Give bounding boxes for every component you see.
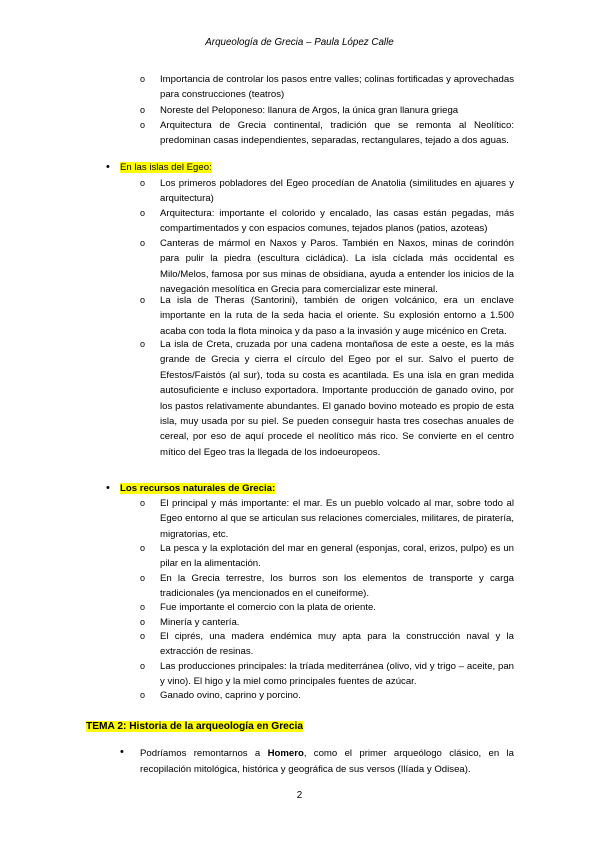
list-item [140, 118, 514, 149]
disc-bullet-icon: • [106, 482, 110, 494]
list-item [140, 293, 514, 339]
page-header: Arqueología de Grecia – Paula López Calle [205, 37, 394, 48]
list-item-text: El ciprés, una madera endémica muy apta para la construcción naval y la extracción de resinas. [160, 631, 514, 658]
list-item-text: Los primeros pobladores del Egeo procedían de Anatolia (similitudes en ajuares y arquitectura) [160, 178, 514, 205]
circle-bullet-icon: o [140, 573, 146, 583]
list-item [140, 571, 514, 602]
list-item [140, 541, 514, 572]
circle-bullet-icon: o [140, 602, 146, 612]
paragraph-bold-name: Homero [267, 748, 304, 759]
disc-bullet-icon: • [120, 746, 124, 758]
chapter-title: TEMA 2: Historia de la arqueología en Grecia [86, 721, 304, 732]
paragraph-text-end: , como el primer arqueólogo clásico, en la recopilación mitológica, histórica y geográfica de sus versos (Ilíada y Odisea). [140, 748, 514, 775]
list-item-text: Ganado ovino, caprino y porcino. [160, 690, 301, 701]
section-heading-recursos [106, 482, 276, 496]
circle-bullet-icon: o [140, 208, 146, 218]
list-item-text: Minería y cantería. [160, 617, 240, 628]
chapter-heading [86, 721, 303, 732]
list-item-text: Importancia de controlar los pasos entre valles; colinas fortificadas y aprovechadas para construcciones (teatros) [160, 74, 514, 101]
list-item-text: La isla de Creta, cruzada por una cadena montañosa de este a oeste, es la más grande de Grecia y cierra el círculo del Egeo por el sur. Salvo el puerto de Efestos/Faistós (al sur), toda su costa es acantilada. Es una isla en gran medida autosuficiente e incluso exportadora. Importante producción de ganado ovino, por los pastos relativamente abundantes. El ganado bovino moteado es propio de esta isla, muy usada por su piel. Se pueden conseguir hasta tres cosechas anuales de cereal, por eso de aquí procede el neolítico más rico. Se convierte en el centro mítico del Egeo tras la llegada de los indoeuropeos. [160, 339, 514, 458]
circle-bullet-icon: o [140, 498, 146, 508]
circle-bullet-icon: o [140, 120, 146, 130]
list-item-text: El principal y más importante: el mar. Es un pueblo volcado al mar, sobre todo al Egeo entorno al que se articulan sus relaciones comerciales, militares, de piratería, migratorias, etc. [160, 498, 514, 540]
section-title: Los recursos naturales de Grecia: [120, 483, 276, 494]
list-item [140, 206, 514, 237]
list-item-text: Arquitectura de Grecia continental, tradición que se remonta al Neolítico: predominan casas independientes, separadas, rectangulares, tejado a dos aguas. [160, 120, 514, 147]
circle-bullet-icon: o [140, 339, 146, 349]
intro-paragraph [120, 746, 514, 778]
list-item [140, 337, 514, 460]
circle-bullet-icon: o [140, 690, 146, 700]
circle-bullet-icon: o [140, 631, 146, 641]
circle-bullet-icon: o [140, 543, 146, 553]
circle-bullet-icon: o [140, 617, 146, 627]
circle-bullet-icon: o [140, 178, 146, 188]
paragraph-text-start: Podríamos remontarnos a [140, 748, 268, 759]
list-item-text: La isla de Theras (Santorini), también de origen volcánico, era un enclave importante en la ruta de la seda hacia el oriente. Su explosión entorno a 1.500 acaba con toda la flota minoica y da paso a la invasión y auge micénico en Creta. [160, 295, 514, 337]
list-item [140, 629, 514, 660]
list-item [140, 176, 514, 207]
list-item [140, 236, 514, 298]
section-heading-islas [106, 161, 212, 175]
circle-bullet-icon: o [140, 105, 146, 115]
list-item [140, 600, 514, 615]
page-number: 2 [296, 790, 303, 801]
section-title: En las islas del Egeo: [120, 162, 212, 173]
circle-bullet-icon: o [140, 238, 146, 248]
circle-bullet-icon: o [140, 661, 146, 671]
disc-bullet-icon: • [106, 161, 110, 173]
list-item [140, 72, 514, 103]
list-item [140, 103, 514, 118]
list-item-text: En la Grecia terrestre, los burros son los elementos de transporte y carga tradicionales (ya mencionados en el cuneiforme). [160, 573, 514, 600]
list-item-text: Canteras de mármol en Naxos y Paros. También en Naxos, minas de corindón para pulir la piedra (escultura cicládica). La isla cíclada más occidental es Milo/Melos, famosa por sus minas de obsidiana, ayuda a entender los inicios de la navegación mesolítica en Grecia para comercializar este mineral. [160, 238, 514, 296]
list-item-text: La pesca y la explotación del mar en general (esponjas, coral, erizos, pulpo) es un pilar en la alimentación. [160, 543, 514, 570]
circle-bullet-icon: o [140, 295, 146, 305]
circle-bullet-icon: o [140, 74, 146, 84]
list-item-text: Arquitectura: importante el colorido y encalado, las casas están pegadas, más compartimentados y con espacios comunes, tejados planos (patios, azoteas) [160, 208, 514, 235]
list-item [140, 659, 514, 690]
list-item-text: Las producciones principales: la tríada mediterránea (olivo, vid y trigo – aceite, pan y vino). El higo y la miel como principales fuentes de azúcar. [160, 661, 514, 688]
list-item [140, 496, 514, 542]
list-item-text: Noreste del Peloponeso: llanura de Argos, la única gran llanura griega [160, 105, 459, 116]
list-item [140, 688, 514, 703]
list-item-text: Fue importante el comercio con la plata de oriente. [160, 602, 376, 613]
